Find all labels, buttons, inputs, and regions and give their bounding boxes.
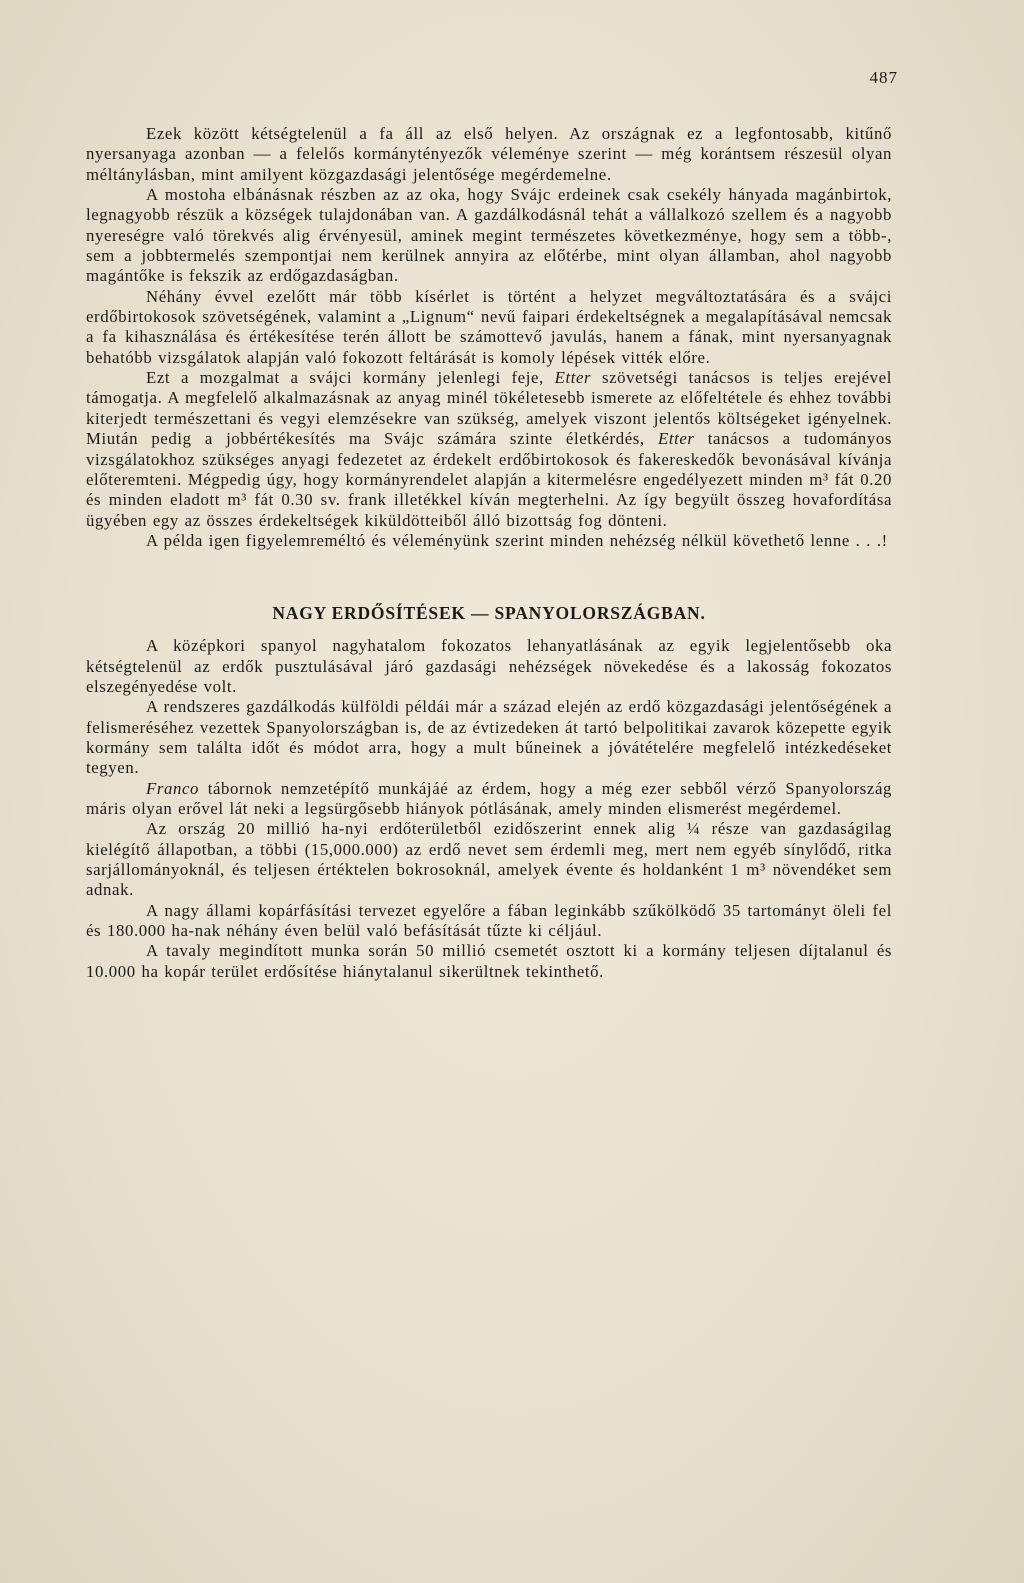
text-column xyxy=(86,124,892,982)
section-switzerland-timber xyxy=(86,124,892,551)
section-spain-afforestation xyxy=(86,636,892,982)
paragraph: Néhány évvel ezelőtt már több kísérlet is történt a helyzet megváltoztatására és a svájci erdőbirtokosok szövetségének, valamint a „Lignum“ nevű faipari érdekeltségnek a megalapításával nemcsak a fa kihasználása és értékesítése terén állott be számottevő javulás, hanem a fának, mint nyersanyagnak behatóbb vizsgálatok alapján való fokozott feltárását is komoly lépések vitték előre. xyxy=(86,286,892,367)
paragraph: A rendszeres gazdálkodás külföldi példái már a század elején az erdő közgazdasági jelentőségének a felismeréséhez vezettek Spanyolországban is, de az évtizedeken át tartó belpolitikai zavarok közepette egyik kormány sem találta időt és módot arra, hogy a mult bűneinek a jóvátételére megfelelő intézkedéseket tegyen. xyxy=(86,697,892,778)
paragraph: Az ország 20 millió ha-nyi erdőterületből ezidőszerint ennek alig ¼ része van gazdaságilag kielégítő állapotban, a többi (15,000.000) az erdő nevet sem érdemli meg, mert nem egyéb sínylődő, ritka sarjállományoknál, és teljesen értéktelen bokrosoknál, amelyek évente és holdanként 1 m³ növendéket sem adnak. xyxy=(86,819,892,900)
paragraph: A nagy állami kopárfásítási tervezet egyelőre a fában leginkább szűkölködő 35 tartományt öleli fel és 180.000 ha-nak néhány éven belül való befásítását tűzte ki céljául. xyxy=(86,900,892,941)
paragraph: A középkori spanyol nagyhatalom fokozatos lehanyatlásának az egyik legjelentősebb oka kétségtelenül az erdők pusztulásával járó gazdasági nehézségek növekedése és a lakosság fokozatos elszegényedése volt. xyxy=(86,636,892,696)
paragraph: A példa igen figyelemreméltó és véleményünk szerint minden nehézség nélkül követhető lenne . . .! xyxy=(146,530,888,550)
paragraph: Franco tábornok nemzetépítő munkájáé az érdem, hogy a még ezer sebből vérző Spanyolország máris olyan erővel lát neki a legsürgősebb hiányok pótlásának, amely minden elismerést megérdemel. xyxy=(86,778,892,818)
paragraph: A mostoha elbánásnak részben az az oka, hogy Svájc erdeinek csak csekély hányada magánbirtok, legnagyobb részük a községek tulajdonában van. A gazdálkodásnál tehát a vállalkozó szellem és a nagyobb nyereségre való törekvés alig érvényesül, aminek megint természetes következménye, hogy sem a több-, sem a jobbtermelés szempontjai nem kerülnek annyira az előtérbe, mint olyan államban, ahol nagyobb magántőke is fekszik az erdőgazdaságban. xyxy=(86,185,892,286)
paragraph: A tavaly megindított munka során 50 millió csemetét osztott ki a kormány teljesen díjtalanul és 10.000 ha kopár terület erdősítése hiánytalanul sikerültnek tekinthető. xyxy=(86,941,892,981)
section-heading: NAGY ERDŐSÍTÉSEK — SPANYOLORSZÁGBAN. xyxy=(272,603,706,624)
page-number: 487 xyxy=(869,68,898,87)
paragraph-etter xyxy=(86,368,892,531)
paragraph-text: Ezt a mozgalmat a svájci kormány jelenlegi feje, Etter szövetségi tanácsos is teljes erejével támogatja. A megfelelő alkalmazásnak az anyag minél tökéletesebb ismerete az előfeltétele és ehhez további kiterjedt természettani és vegyi elemzésekre van szükség, amelyek viszont jelentős költségeket igényelnek. Miután pedig a jobbértékesítés ma Svájc számára szinte életkérdés, Etter tanácsos a tudományos vizsgálatokhoz szükséges anyagi fedezetet az érdekelt erdőbirtokosok és fakereskedők bevonásával kívánja előteremteni. Mégpedig úgy, hogy kormányrendelet alapján a kitermelésre engedélyezett minden m³ fát 0.20 és minden eladott m³ fát 0.30 sv. frank illetékkel kíván megterhelni. Az így begyült összeg hovafordítása ügyében egy az összes érdekeltségek kiküldötteiből álló bizottság fog dönteni. xyxy=(86,368,892,530)
paragraph: Ezek között kétségtelenül a fa áll az első helyen. Az országnak ez a legfontosabb, kitűnő nyersanyaga azonban — a felelős kormánytényezők véleménye szerint — még korántsem részesül olyan méltánylásban, mint amilyent közgazdasági jelentősége megérdemelne. xyxy=(86,124,892,184)
